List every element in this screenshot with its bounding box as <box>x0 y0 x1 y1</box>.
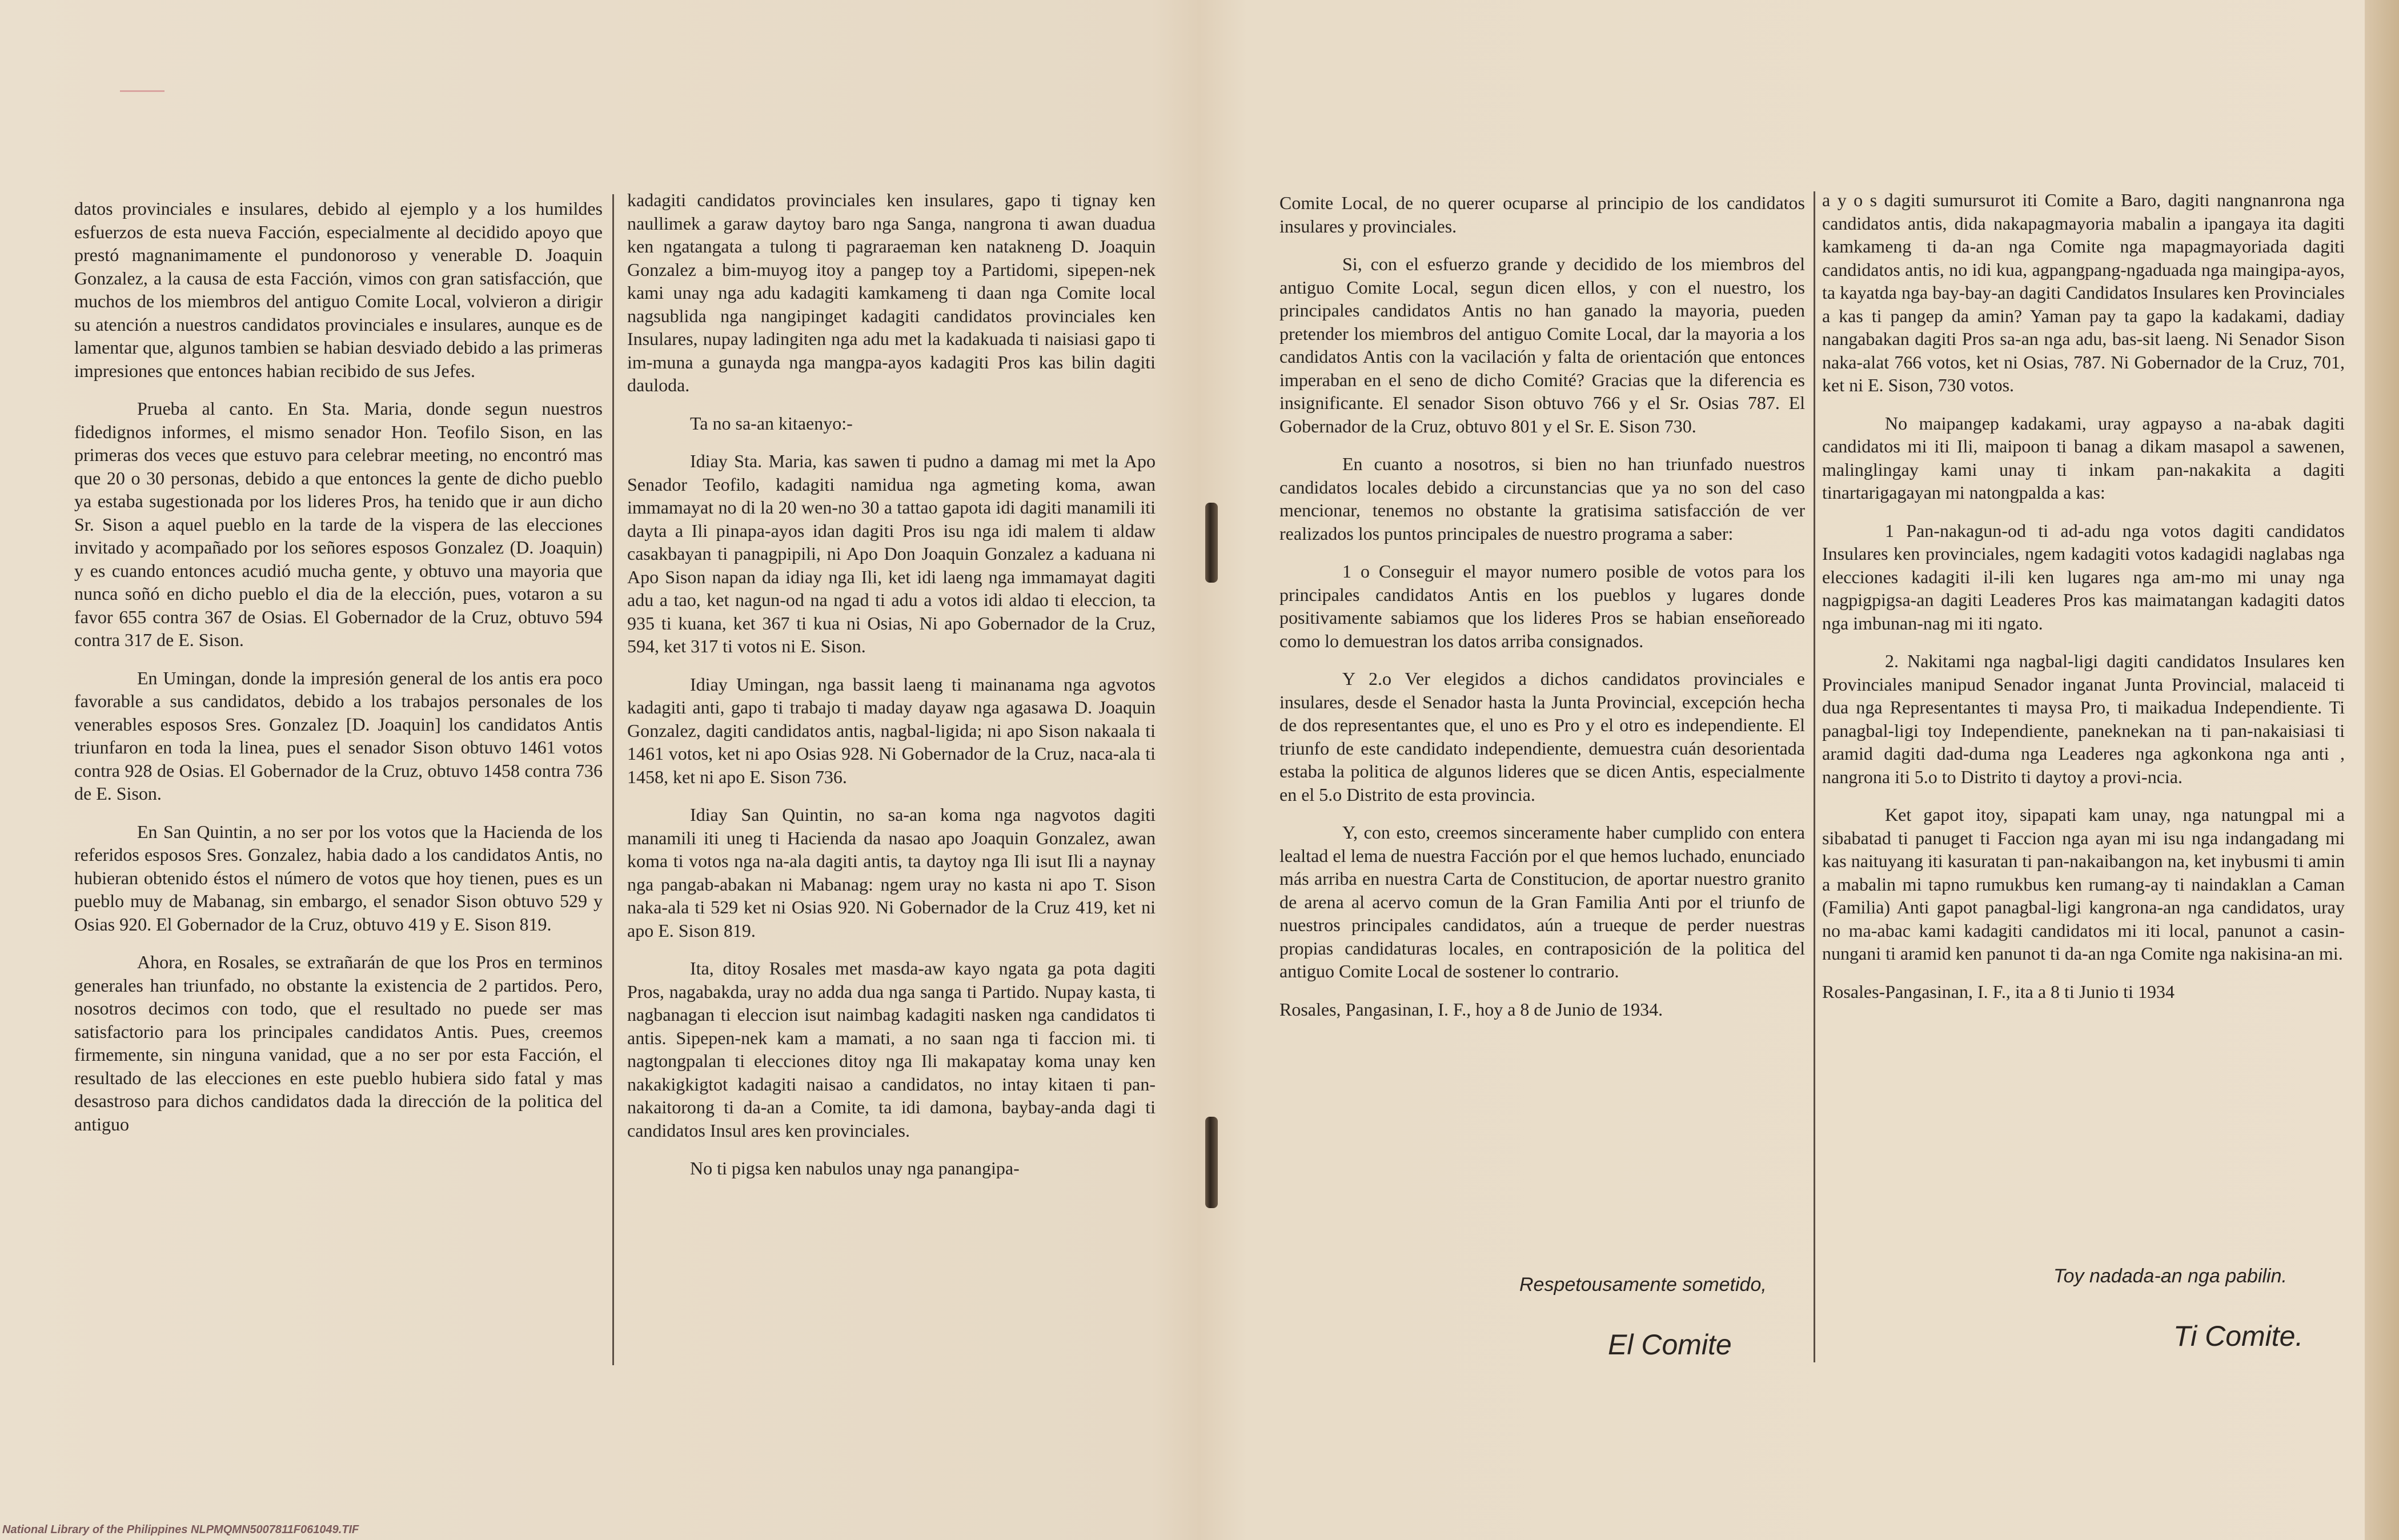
column-spanish-right <box>1279 191 1805 1220</box>
date-line: Rosales-Pangasinan, I. F., ita a 8 ti Junio ti 1934 <box>1822 981 2175 1002</box>
paragraph: Ita, ditoy Rosales met masda-aw kayo ngata ga pota dagiti Pros, nagabakda, uray no adda dua nga sanga ti Partido. Nupay kasta, ti nagbanagan ti eleccion isut naimbag kadagiti nasken nga candidatos ti antis. Sipepen-nek kam a mamati, a no saan nga ti faccion mi. ti nagtongpalan ti elecciones ditoy nga Ili makapatay koma unay ken nakakigkigtot kadagiti naisao a candidatos, no intay kitaen ti pan-nakaitorong ti da-an a Comite, ta idi damona, baybay-anda dagi ti candidatos Insul ares ken provinciales. <box>627 958 1156 1141</box>
ilocano-closing: Toy nadada-an nga pabilin. <box>2053 1265 2287 1287</box>
binding-clip <box>1205 1117 1218 1208</box>
paragraph: No ti pigsa ken nabulos unay nga panangipa- <box>690 1158 1020 1178</box>
date-line: Rosales, Pangasinan, I. F., hoy a 8 de Junio de 1934. <box>1279 998 1663 1020</box>
paragraph: En cuanto a nosotros, si bien no han triunfado nuestros candidatos locales debido a circunstancias que ya no son del caso mencionar, tenemos no obstante la gratisima satisfacción de ver realizados los puntos principales de nuestro programa a saber: <box>1279 454 1805 544</box>
paragraph: kadagiti candidatos provinciales ken insulares, gapo ti tignay ken naullimek a garaw daytoy baro nga Sanga, nangrona ti awan duadua ken ngatangata a tulong ti pagraraeman ken natakneng D. Joaquin Gonzalez a bim-muyog itoy a pangep toy a Partidomi, sipepen-nek kami unay nga adu kadagiti kamkameng ti daan nga Comite local nagsublida nga nangipinget kadagiti candidatos provinciales ken Insulares, nupay ladingiten nga adu met la kadakuada ti naisiasi gapo ti im-muna a gunayda nga mangpa-ayos kadagiti Pros kas bilin dagiti dauloda. <box>627 190 1156 395</box>
paragraph: Comite Local, de no querer ocuparse al principio de los candidatos insulares y provinciales. <box>1279 192 1805 236</box>
paragraph: Prueba al canto. En Sta. Maria, donde segun nuestros fidedignos informes, el mismo senador Hon. Teofilo Sison, en las primeras dos veces que estuvo para celebrar meeting, no encontró mas que 20 o 30 personas, debido a que entonces la gente de dicho pueblo ya estaba sugestionada por los lideres Pros, ha tenido que ir aun dicho Sr. Sison a aquel pueblo en la tarde de la vispera de las elecciones invitado y acompañado por los señores esposos Gonzalez (D. Joaquin) y es cuando entonces acudió mucha gente, y obtuvo una mayoria que nunca soñó en dicho pueblo el dia de la elección, pues, votaron a su favor 655 contra 367 de Osias. El Gobernador de la Cruz, obtuvo 594 contra 317 de E. Sison. <box>74 398 603 650</box>
column-ilocano-left <box>627 189 1156 1374</box>
paragraph: Idiay Umingan, nga bassit laeng ti mainanama nga agvotos kadagiti anti, gapo ti trabajo ti maday dayaw nga agasawa D. Joaquin Gonzalez, dagiti candidatos antis, nagbal-ligida; ni apo Sison nakaala ti 1461 votos, ket ni apo Osias 928. Ni Gobernador de la Cruz, naca-ala ti 1458, ket ni apo E. Sison 736. <box>627 673 1156 787</box>
binding-clip <box>1205 503 1218 583</box>
paragraph: datos provinciales e insulares, debido al ejemplo y a los humildes esfuerzos de esta nueva Facción, especialmente al decidido apoyo que prestó magnanimamente el pundonoroso y venerable D. Joaquin Gonzalez, a la causa de esta Facción, vimos con gran satisfacción, que muchos de los miembros del antiguo Comite Local, volvieron a dirigir su atención a nuestros candidatos provinciales e insulares, aunque es de lamentar que, algunos tambien se habian desviado debido a las primeras impresiones que entonces habian recibido de sus Jefes. <box>74 198 603 381</box>
paragraph: Y, con esto, creemos sinceramente haber cumplido con entera lealtad el lema de nuestra Facción por el que hemos luchado, enunciado más arriba en nuestra Carta de Constitucion, de aportar nuestro granito de arena al acervo comun de la Gran Familia Anti por el triunfo de nuestros principales candidatos, aún a trueque de perder nuestras propias candidaturas locales, en contraposición de la politica del antiguo Comite Local de sostener lo contrario. <box>1279 822 1805 981</box>
paragraph: Y 2.o Ver elegidos a dichos candidatos provinciales e insulares, desde el Senador hasta la Junta Provincial, excepción hecha de dos representantes que, el uno es Pro y el otro es independiente. El triunfo de este candidato independiente, demuestra cuán desorientada estaba la politica de algunos lideres que se dicen Antis, especialmente en el 5.o Distrito de esta provincia. <box>1279 668 1805 805</box>
page-edge <box>2365 0 2399 1540</box>
paragraph: Idiay Sta. Maria, kas sawen ti pudno a damag mi met la Apo Senador Teofilo, kadagiti namidua nga agmeting koma, awan immamayat no di la 20 wen-no 30 a tattao gapota idi dagiti manamili iti dayta a Ili pinapa-ayos idan dagiti Pros isu nga idi malem ti aldaw casakbayan ti panagpipili, ni Apo Don Joaquin Gonzalez a kaduana ni Apo Sison napan da idiay nga Ili, ket idi laeng nga immamayat dagiti adu a tao, ket nagun-od na ngad ti adu a votos idi aldao ti eleccion, ta 935 ti kuana, ket 367 ti kua ni Osias, Ni apo Gobernador de la Cruz, 594, ket 317 ti votos ni E. Sison. <box>627 451 1156 656</box>
column-ilocano-right <box>1822 189 2345 1217</box>
paragraph: Si, con el esfuerzo grande y decidido de los miembros del antiguo Comite Local, segun dicen ellos, y con el nuestro, los principales candidatos Antis no han ganado la mayoria, pueden pretender los miembros del antiguo Comite Local, dar la mayoria a los candidatos Antis con la vacilación y falta de orientación que entonces imperaban en el seno de dicho Comité? Gracias que la diferencia es insignificante. El senador Sison obtuvo 766 y el Sr. Osias 787. El Gobernador de la Cruz, obtuvo 801 y el Sr. E. Sison 730. <box>1279 254 1805 436</box>
paragraph: 1 o Conseguir el mayor numero posible de votos para los principales candidatos Antis en los pueblos y lugares donde positivamente sabiamos que los lideres Pros se habian enseñoreado como lo demuestran los datos arriba consignados. <box>1279 561 1805 651</box>
paragraph: En San Quintin, a no ser por los votos que la Hacienda de los referidos esposos Sres. Gonzalez, habia dado a los candidatos Antis, no hubieran obtenido éstos el número de votos que hoy tienen, pues es un pueblo muy de Mabanag, sin embargo, el senador Sison obtuvo 529 y Osias 920. El Gobernador de la Cruz, obtuvo 419 y E. Sison 819. <box>74 821 603 935</box>
ilocano-signer: Ti Comite. <box>2173 1320 2304 1352</box>
column-spanish-left <box>74 197 603 1382</box>
spanish-signer: El Comite <box>1608 1329 1732 1361</box>
column-divider <box>1814 191 1815 1362</box>
paragraph: No maipangep kadakami, uray agpayso a na-abak dagiti candidatos mi iti Ili, maipoon ti banag a dikam masapol a sawenen, malinglingay kami unay ti inkam pan-nakakita a dagiti tinartarigagayan mi natongpalda a kas: <box>1822 412 2345 503</box>
paragraph: a y o s dagiti sumursurot iti Comite a Baro, dagiti nangnanrona nga candidatos antis, dida nakapagmayoria mabalin a ipangaya ita dagiti kamkameng ti da-an nga Comite nga mapagmayoriada dagiti candidatos antis, no idi kua, agpangpang-ngaduada nga maingipa-ayos, ta kayatda nga bay-bay-an dagiti Candidatos Insulares ken Provinciales a kas ti pangep da amin? Yaman pay ta gapo la kadakami, dadiay nangabakan dagiti Pros sa-an nga adu, bas-sit laeng. Ni Senador Sison naka-alat 766 votos, ket ni Osias, 787. Ni Gobernador de la Cruz, 701, ket ni E. Sison, 730 votos. <box>1822 190 2345 395</box>
paragraph: En Umingan, donde la impresión general de los antis era poco favorable a sus candidatos, debido a los trabajos personales de los venerables esposos Sres. Gonzalez [D. Joaquin] los candidatos Antis triunfaron en toda la linea, pues el senador Sison obtuvo 1461 votos contra 928 de Osias. El Gobernador de la Cruz, obtuvo 1458 contra 736 de E. Sison. <box>74 667 603 804</box>
archive-footer: National Library of the Philippines NLPMQMN5007811F061049.TIF <box>2 1523 359 1536</box>
paragraph: 2. Nakitami nga nagbal-ligi dagiti candidatos Insulares ken Provinciales manipud Senador inganat Junta Provincial, malaceid ti dua nga Representantes ti maysa Pro, ti maikadua Independiente. Ti panagbal-ligi toy Independiente, paneknekan na ti pan-nakaisiasi ti aramid dagiti dad-duma nga Leaderes nga agkonkona nga anti , nangrona iti 5.o to Distrito ti daytoy a provi-ncia. <box>1822 651 2345 787</box>
paragraph: Ahora, en Rosales, se extrañarán de que los Pros en terminos generales han triunfado, no obstante la existencia de 2 partidos. Pero, nosotros decimos con todo, que el resultado no puede ser mas satisfactorio para los principales candidatos Antis. Pues, creemos firmemente, sin ninguna vanidad, que a no ser por esta Facción, el resultado de las elecciones en este pueblo hubiera sido fatal y mas desastroso para dichos candidatos dada la dirección de la politica del antiguo <box>74 952 603 1134</box>
red-mark <box>120 90 165 92</box>
paragraph: 1 Pan-nakagun-od ti ad-adu nga votos dagiti candidatos Insulares ken provinciales, ngem kadagiti votos kadagidi naglabas nga elecciones kadagiti il-ili ken lugares nga am-mo mi unay nga nagpigpigsa-an dagiti Leaderes Pros kas maimatangan kadagiti datos nga imbunan-nag mi iti ngato. <box>1822 520 2345 633</box>
column-divider <box>612 194 614 1365</box>
paragraph: Ket gapot itoy, sipapati kam unay, nga natungpal mi a sibabatad ti panuget ti Faccion nga ayan mi isu nga indangadang mi kas naituyang iti kasuratan ti pan-nakaibangon na, ket inybusmi ti amin a mabalin mi tapno rumukbus ken rumang-ay ti naindaklan a Caman (Familia) Anti gapot panagbal-ligi kangrona-an nga candidatos, uray no ma-abac kami kadagiti candidatos mi iti local, panunot a casin-nungani ti aramid ken panunot ti da-an nga Comite nga nakisina-an mi. <box>1822 804 2345 964</box>
spanish-closing: Respetousamente sometido, <box>1519 1274 1767 1296</box>
paragraph: Ta no sa-an kitaenyo:- <box>690 412 853 434</box>
paragraph: Idiay San Quintin, no sa-an koma nga nagvotos dagiti manamili iti uneg ti Hacienda da nasao apo Joaquin Gonzalez, awan koma ti votos nga na-ala dagiti antis, ta daytoy nga Ili isut Ili a naynay nga pangab-abakan ni Mabanag: ngem uray no kasta ni apo T. Sison naka-ala ti 529 ket ni Osias 920. Ni Gobernador de la Cruz 419, ket ni apo E. Sison 819. <box>627 804 1156 941</box>
